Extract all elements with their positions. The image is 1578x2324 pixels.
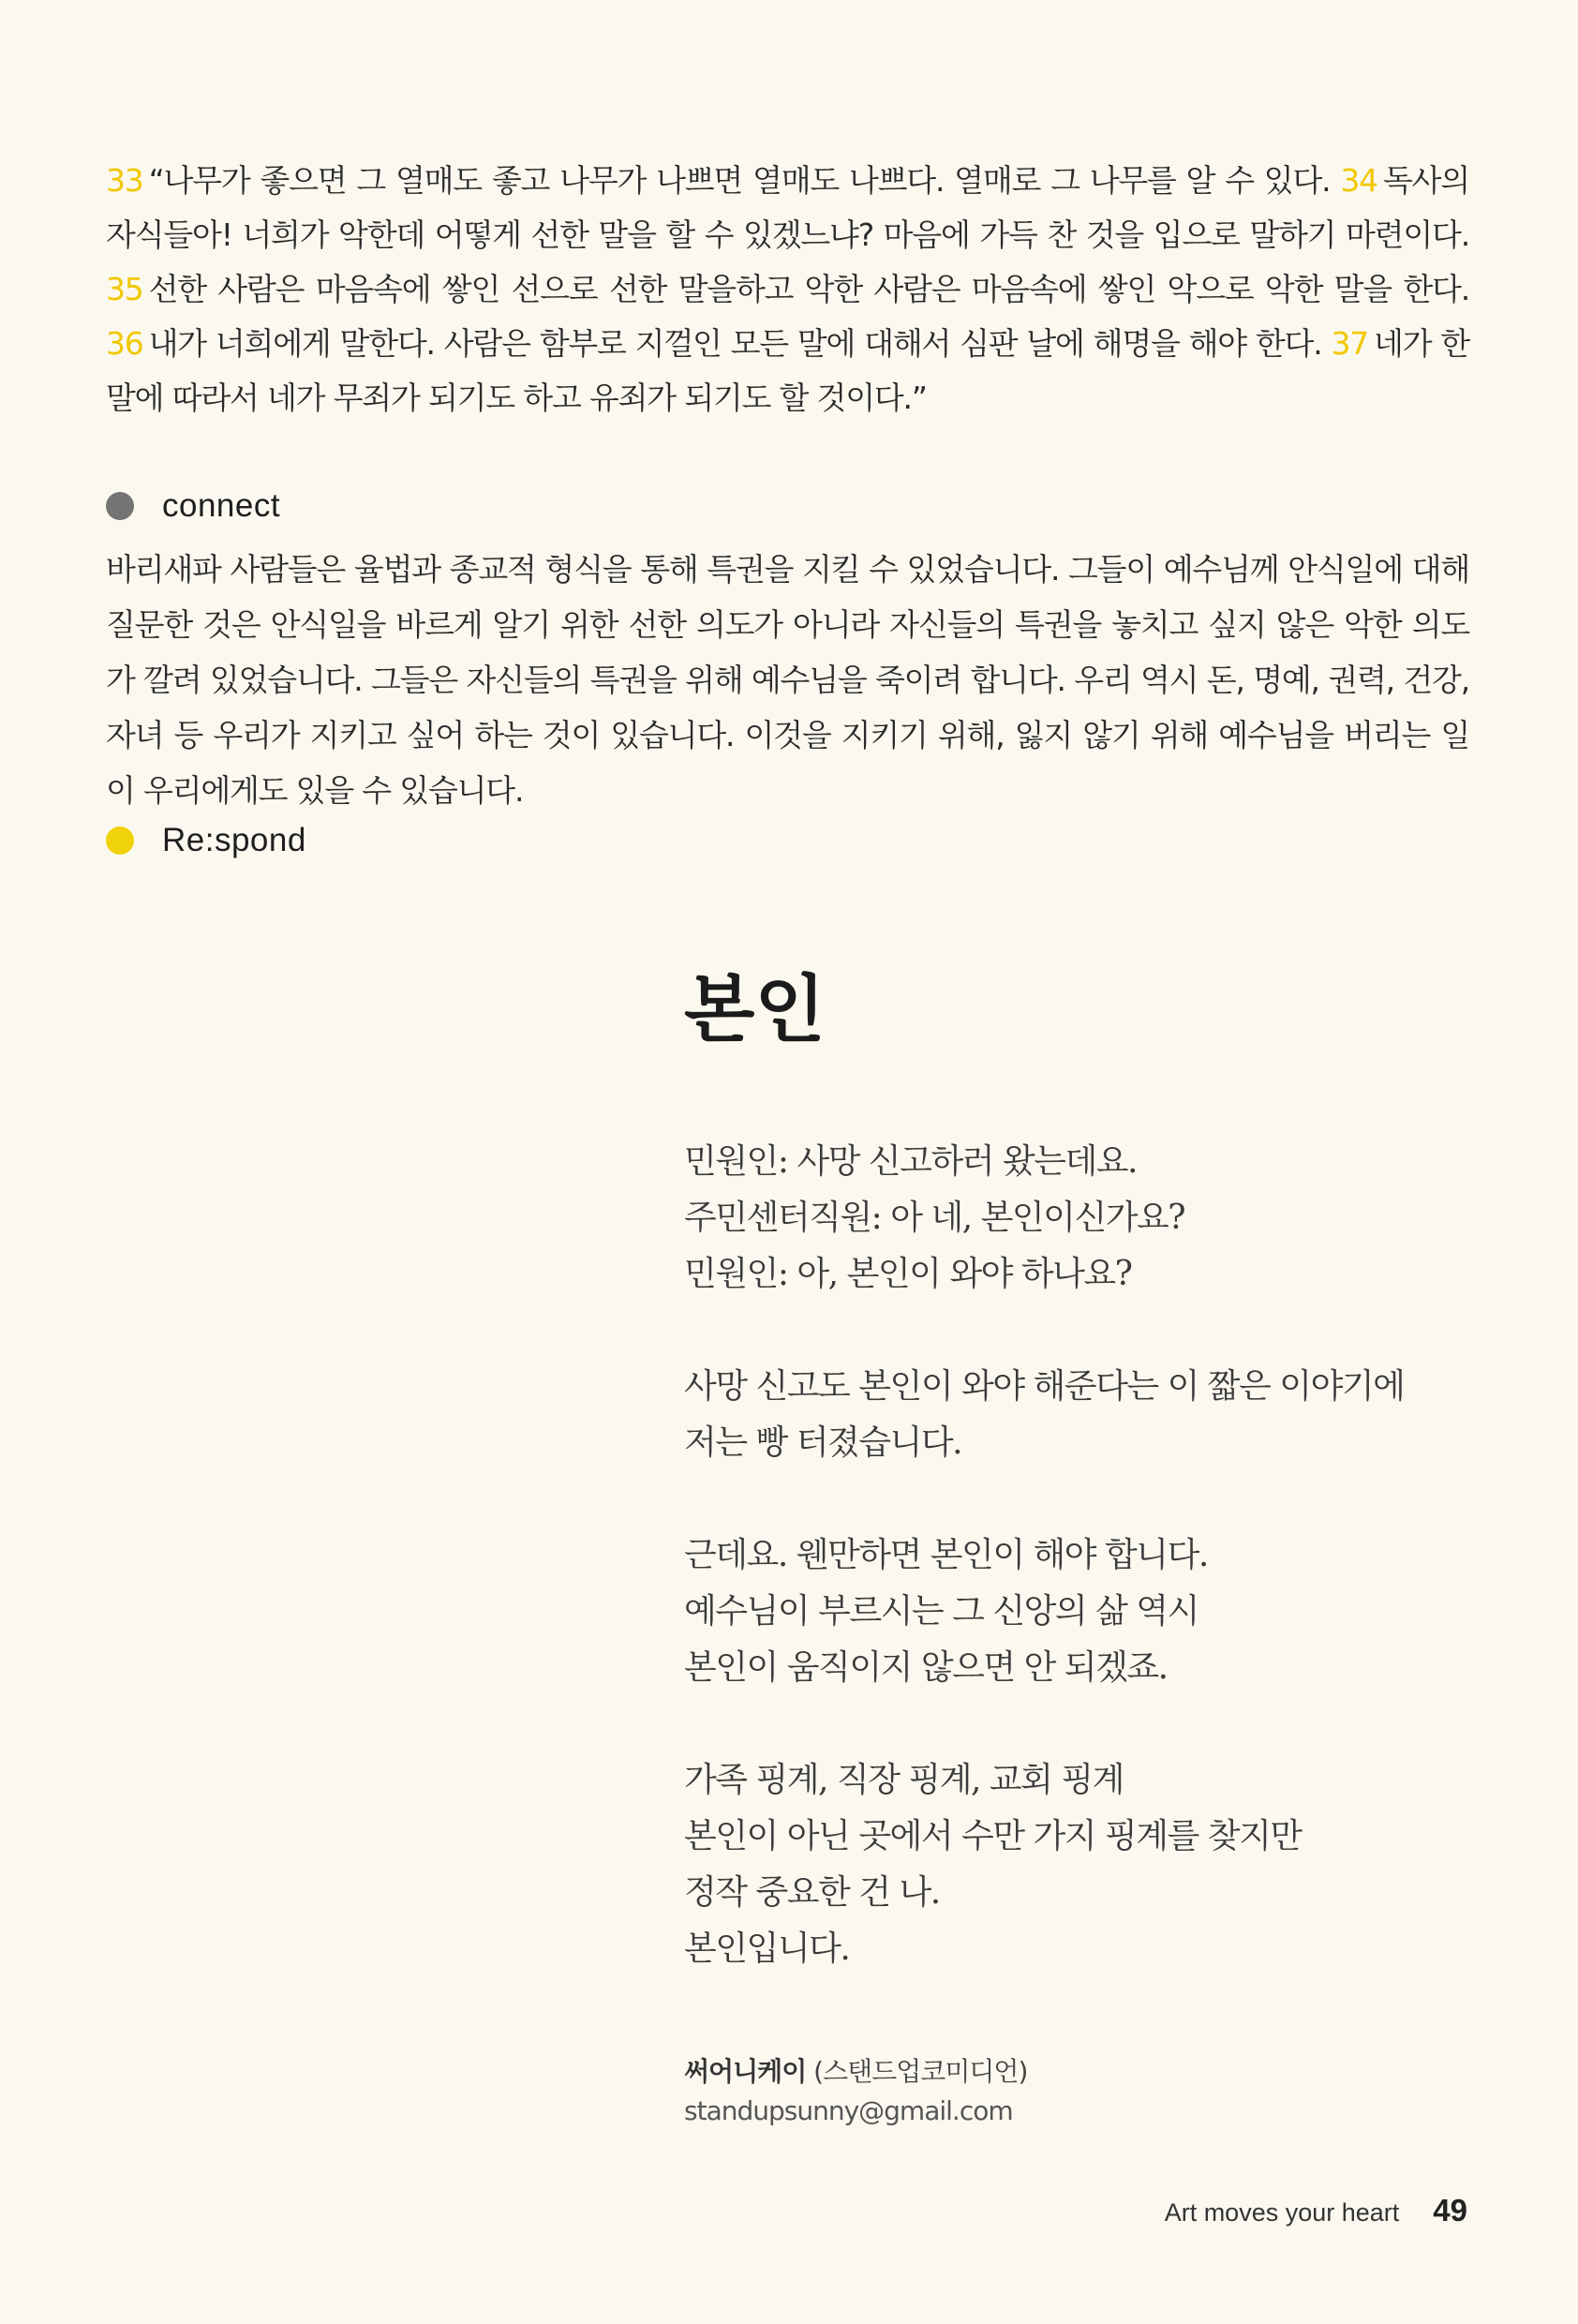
connect-title: connect	[162, 487, 281, 524]
verse-number: 33	[106, 162, 143, 199]
story-line: 근데요. 웬만하면 본인이 해야 합니다.	[684, 1536, 1208, 1574]
author-name: 써어니케이	[684, 2056, 807, 2087]
stanza	[684, 1134, 1490, 1303]
story-line: 예수님이 부르시는 그 신앙의 삶 역시	[684, 1592, 1198, 1631]
verse-text: 선한 사람은 마음속에 쌓인 선으로 선한 말을하고 악한 사람은 마음속에 쌓인 악으로 악한 말을 한다.	[148, 271, 1469, 307]
verse-text: 네가 한 말에 따라서 네가 무죄가 되기도 하고 유죄가 되기도 할 것이다.”	[106, 325, 1469, 416]
verse-text: 내가 너희에게 말한다. 사람은 함부로 지껄인 모든 말에 대해서 심판 날에 해명을 해야 한다.	[148, 325, 1322, 362]
story-line: 본인이 아닌 곳에서 수만 가지 핑계를 찾지만	[684, 1817, 1302, 1855]
yellow-bullet-icon	[106, 827, 134, 855]
gray-bullet-icon	[106, 492, 134, 520]
scripture-passage	[106, 154, 1469, 425]
story-line: 정작 중요한 건 나.	[684, 1873, 940, 1912]
author-role: (스탠드업코미디언)	[813, 2056, 1028, 2087]
author-email: standupsunny@gmail.com	[684, 2095, 1013, 2126]
connect-heading	[106, 487, 280, 525]
verse-text: “나무가 좋으면 그 열매도 좋고 나무가 나쁘면 열매도 나쁘다. 열매로 그 나무를 알 수 있다.	[148, 162, 1331, 199]
story-line: 민원인: 사망 신고하러 왔는데요.	[684, 1142, 1137, 1181]
page-number: 49	[1433, 2193, 1467, 2227]
story-line: 주민센터직원: 아 네, 본인이신가요?	[684, 1199, 1185, 1237]
story-line: 민원인: 아, 본인이 와야 하나요?	[684, 1255, 1132, 1293]
story-line: 사망 신고도 본인이 와야 해준다는 이 짧은 이야기에	[684, 1367, 1405, 1406]
stanza	[684, 1752, 1490, 1977]
story-body	[684, 1134, 1490, 2034]
story-line: 저는 빵 터졌습니다.	[684, 1423, 962, 1462]
story-line: 가족 핑계, 직장 핑계, 교회 핑계	[684, 1761, 1124, 1799]
respond-title: Re:spond	[162, 822, 306, 858]
stanza	[684, 1359, 1490, 1471]
verse-number: 36	[106, 325, 143, 362]
connect-body: 바리새파 사람들은 율법과 종교적 형식을 통해 특권을 지킬 수 있었습니다. 그들이 예수님께 안식일에 대해 질문한 것은 안식일을 바르게 알기 위한 선한 의도가 아니라 자신들의 특권을 놓치고 싶지 않은 악한 의도가 깔려 있었습니다. 그들은 자신들의 특권을 위해 예수님을 죽이려 합니다. 우리 역시 돈, 명예, 권력, 건강, 자녀 등 우리가 지키고 싶어 하는 것이 있습니다. 이것을 지키기 위해, 잃지 않기 위해 예수님을 버리는 일이 우리에게도 있을 수 있습니다.	[106, 551, 1469, 809]
story-line: 본인이 움직이지 않으면 안 되겠죠.	[684, 1648, 1168, 1687]
story-line: 본인입니다.	[684, 1929, 850, 1968]
verse-number: 35	[106, 271, 143, 307]
verse-text: 독사의 자식들아! 너희가 악한데 어떻게 선한 말을 할 수 있겠느냐? 마음에 가득 찬 것을 입으로 말하기 마련이다.	[106, 162, 1469, 253]
story-title: 본인	[684, 967, 826, 1052]
footer-tagline: Art moves your heart	[1164, 2198, 1400, 2227]
verse-number: 34	[1340, 162, 1377, 199]
author-credit	[684, 2052, 1027, 2131]
stanza	[684, 1527, 1490, 1696]
verse-number: 37	[1331, 325, 1369, 362]
respond-heading	[106, 822, 306, 859]
page-footer	[1165, 2193, 1467, 2228]
